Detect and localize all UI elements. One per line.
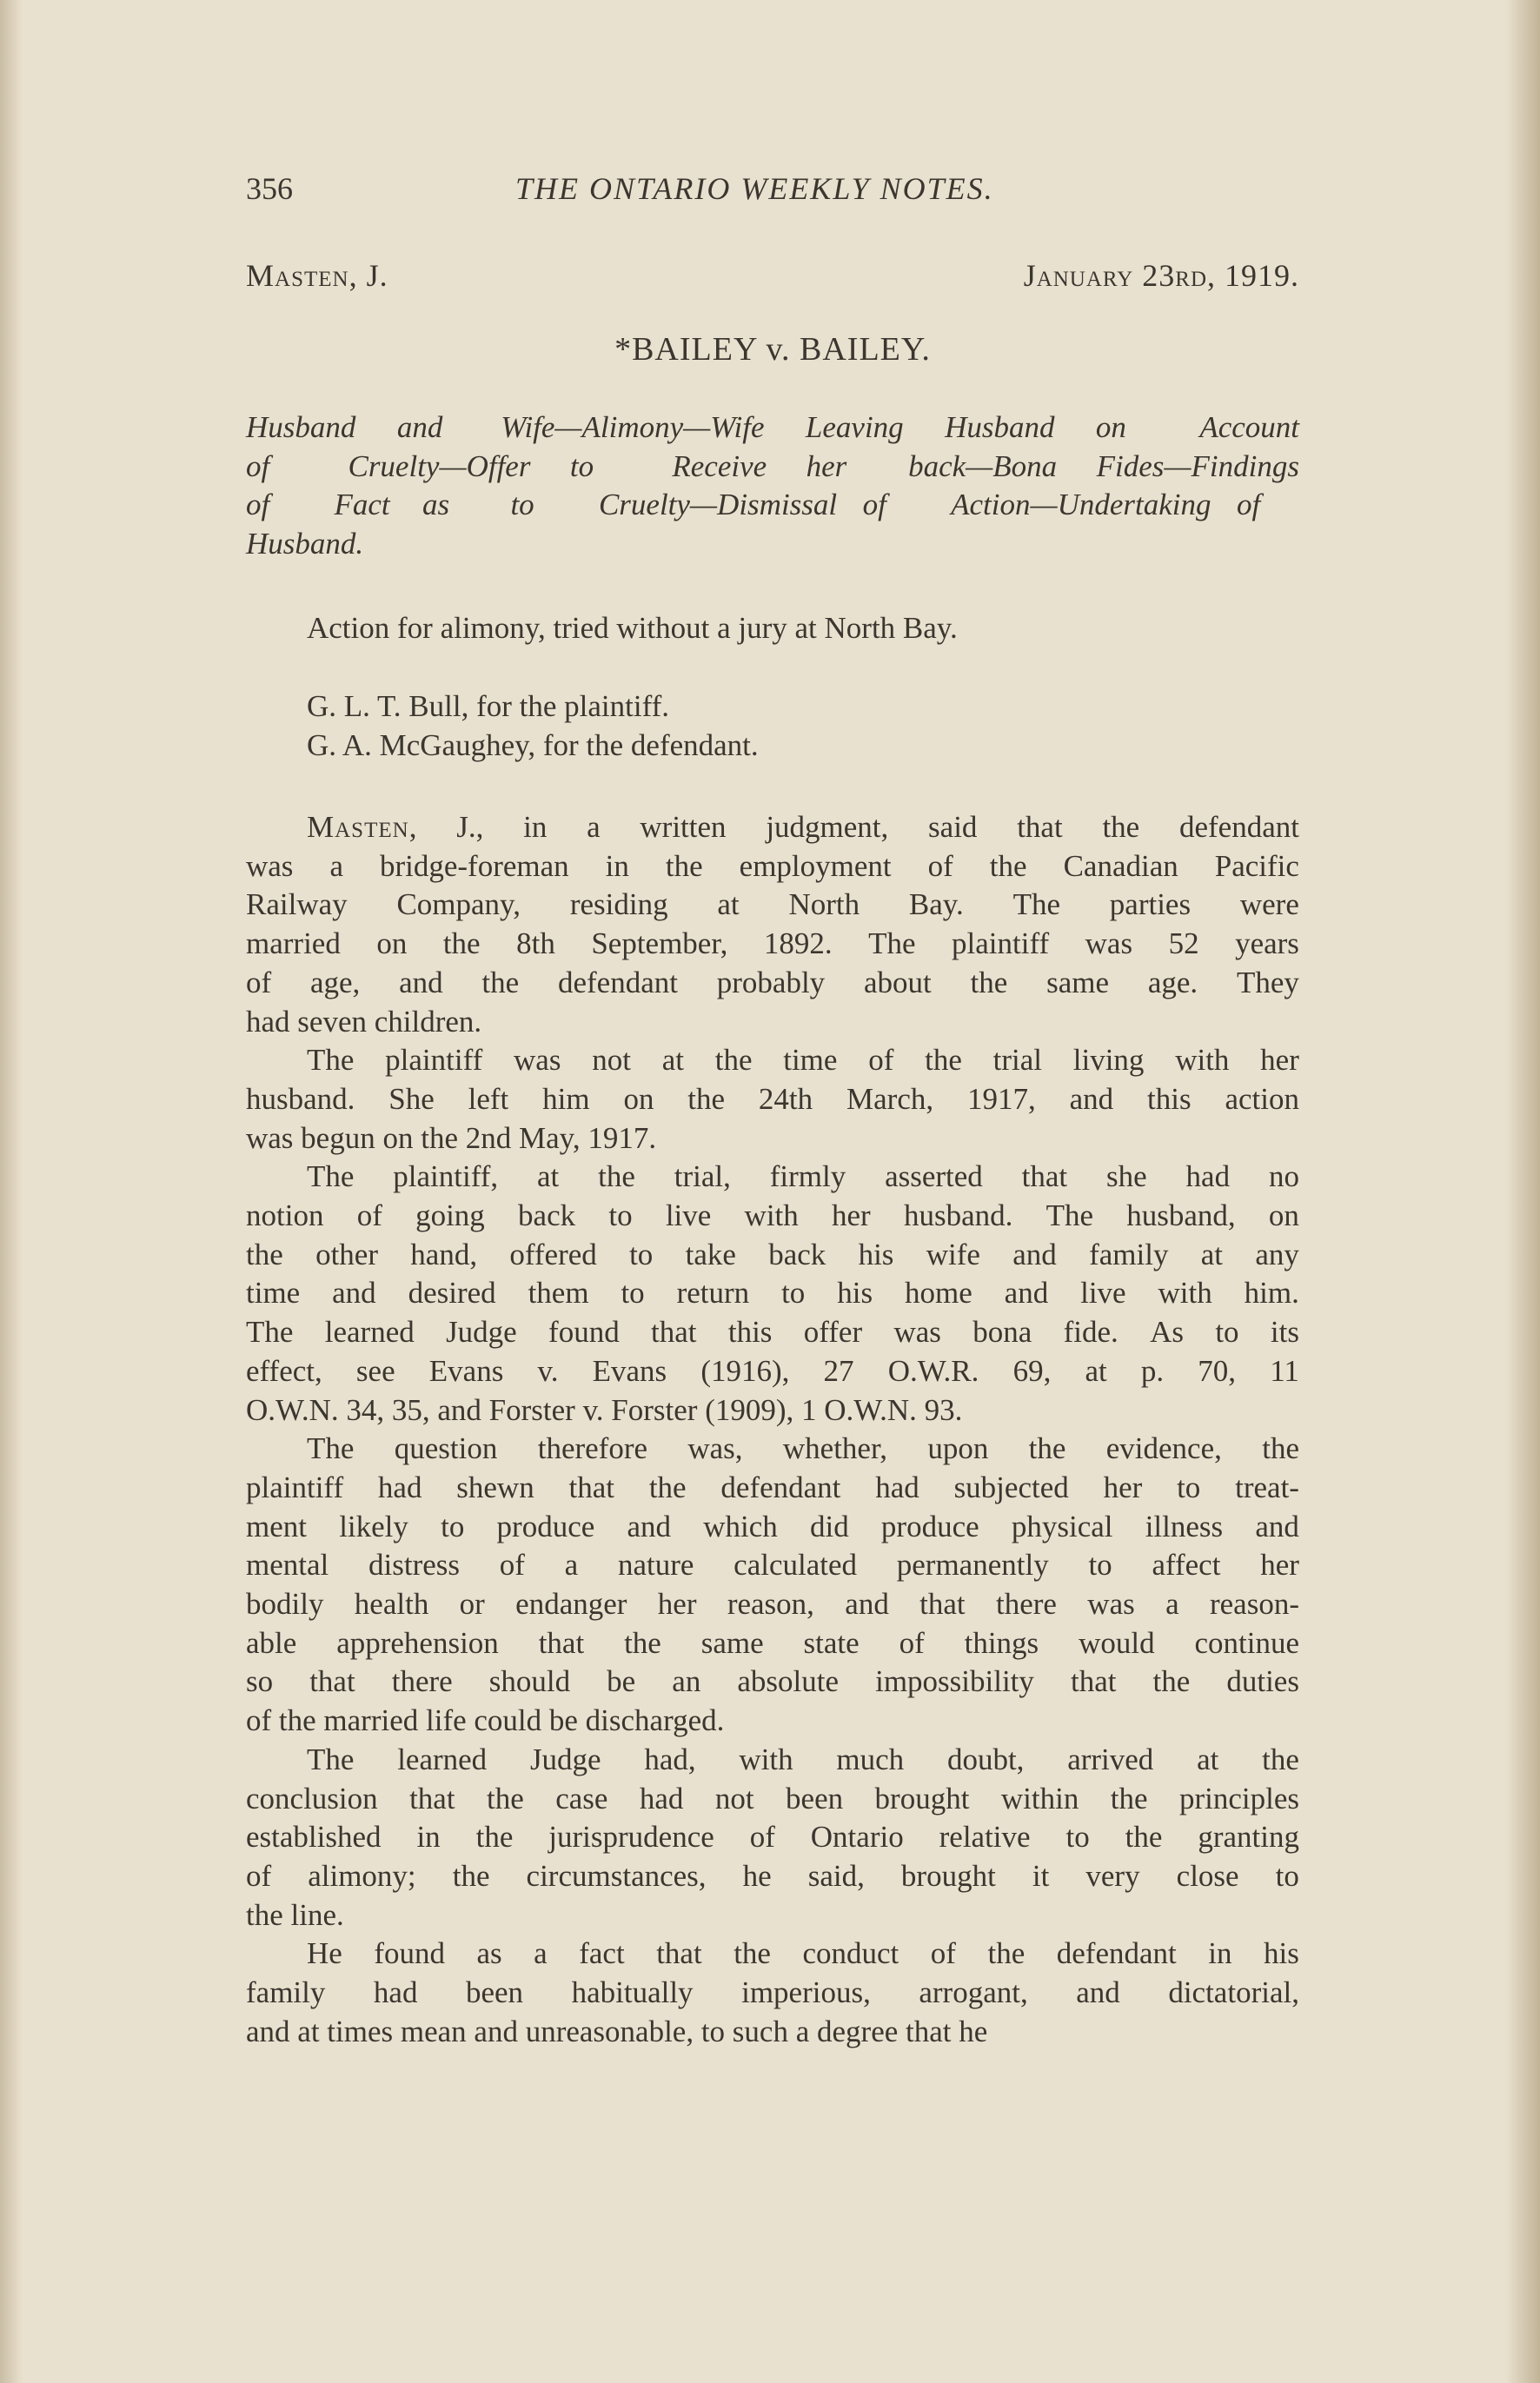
counsel-plaintiff: G. L. T. Bull, for the plaintiff. — [307, 689, 670, 723]
judge-name-opening: Masten — [307, 810, 409, 844]
judgment-line: O.W.N. 34, 35, and Forster v. Forster (1909), 1 O.W.N. 93. — [246, 1392, 963, 1427]
judgment-line: able apprehension that the same state of things would continue — [246, 1625, 1299, 1660]
judgment-line: of the married life could be discharged. — [246, 1703, 725, 1738]
headnote-line: Husband and Wife—Alimony—Wife Leaving Husband on Account — [246, 410, 1299, 444]
judgment-line: established in the jurisprudence of Ontario relative to the granting — [246, 1820, 1299, 1855]
judgment-line: mental distress of a nature calculated permanently to affect her — [246, 1548, 1299, 1583]
judgment-line: husband. She left him on the 24th March, 1917, and this action — [246, 1081, 1299, 1116]
judgment-line: was a bridge-foreman in the employment of the Canadian Pacific — [246, 848, 1299, 883]
judgment-line: married on the 8th September, 1892. The plaintiff was 52 years — [246, 926, 1299, 961]
judgment-date: January 23rd, 1919. — [1023, 258, 1299, 293]
judgment-line: The learned Judge found that this offer was bona fide. As to its — [246, 1315, 1299, 1350]
judgment-line: and at times mean and unreasonable, to such a degree that he — [246, 2014, 988, 2048]
judgment-line: so that there should be an absolute impossibility that the duties — [246, 1664, 1299, 1699]
action-line: Action for alimony, tried without a jury at North Bay. — [307, 611, 958, 645]
judgment-line: Railway Company, residing at North Bay. The parties were — [246, 887, 1299, 922]
judgment-line: had seven children. — [246, 1004, 482, 1039]
counsel-defendant: G. A. McGaughey, for the defendant. — [307, 728, 759, 762]
judgment-line: The plaintiff, at the trial, firmly asserted that she had no — [307, 1159, 1299, 1194]
judgment-body — [246, 808, 1299, 2052]
judgment-line: the other hand, offered to take back his wife and family at any — [246, 1237, 1299, 1271]
judgment-line: was begun on the 2nd May, 1917. — [246, 1120, 657, 1155]
judgment-line: family had been habitually imperious, arrogant, and dictatorial, — [246, 1975, 1299, 2010]
dateline — [246, 257, 1299, 301]
judgment-line: the line. — [246, 1897, 344, 1932]
page-number: 356 — [246, 171, 293, 206]
judgment-line: The plaintiff was not at the time of the trial living with her — [307, 1043, 1299, 1078]
judgment-line: effect, see Evans v. Evans (1916), 27 O.W.R. 69, at p. 70, 11 — [246, 1353, 1299, 1388]
judge-name: Masten, J. — [246, 258, 388, 293]
judgment-line: bodily health or endanger her reason, and that there was a reason- — [246, 1587, 1299, 1622]
judgment-line: time and desired them to return to his home and live with him. — [246, 1276, 1299, 1311]
running-head — [246, 170, 1299, 214]
headnote — [246, 408, 1299, 563]
judgment-line: of alimony; the circumstances, he said, brought it very close to — [246, 1858, 1299, 1893]
headnote-line: Husband. — [246, 526, 364, 561]
case-title: *BAILEY v. BAILEY. — [614, 331, 931, 368]
headnote-line: of Fact as to Cruelty—Dismissal of Action—Undertaking of — [246, 488, 1261, 521]
judgment-line: The learned Judge had, with much doubt, arrived at the — [307, 1742, 1299, 1776]
judgment-line: notion of going back to live with her husband. The husband, on — [246, 1198, 1299, 1233]
journal-title: THE ONTARIO WEEKLY NOTES. — [515, 171, 994, 206]
judgment-line: of age, and the defendant probably about the same age. They — [246, 965, 1299, 999]
judgment-line: Masten, J., in a written judgment, said that the defendant — [307, 810, 1299, 844]
judgment-line: He found as a fact that the conduct of the defendant in his — [307, 1936, 1299, 1971]
judgment-line: ment likely to produce and which did produce physical illness and — [246, 1509, 1299, 1543]
judgment-line: conclusion that the case had not been brought within the principles — [246, 1781, 1299, 1815]
judgment-line: The question therefore was, whether, upon the evidence, the — [307, 1431, 1299, 1466]
headnote-line: of Cruelty—Offer to Receive her back—Bona Fides—Findings — [246, 448, 1299, 483]
judgment-line: plaintiff had shewn that the defendant had subjected her to treat- — [246, 1470, 1299, 1504]
